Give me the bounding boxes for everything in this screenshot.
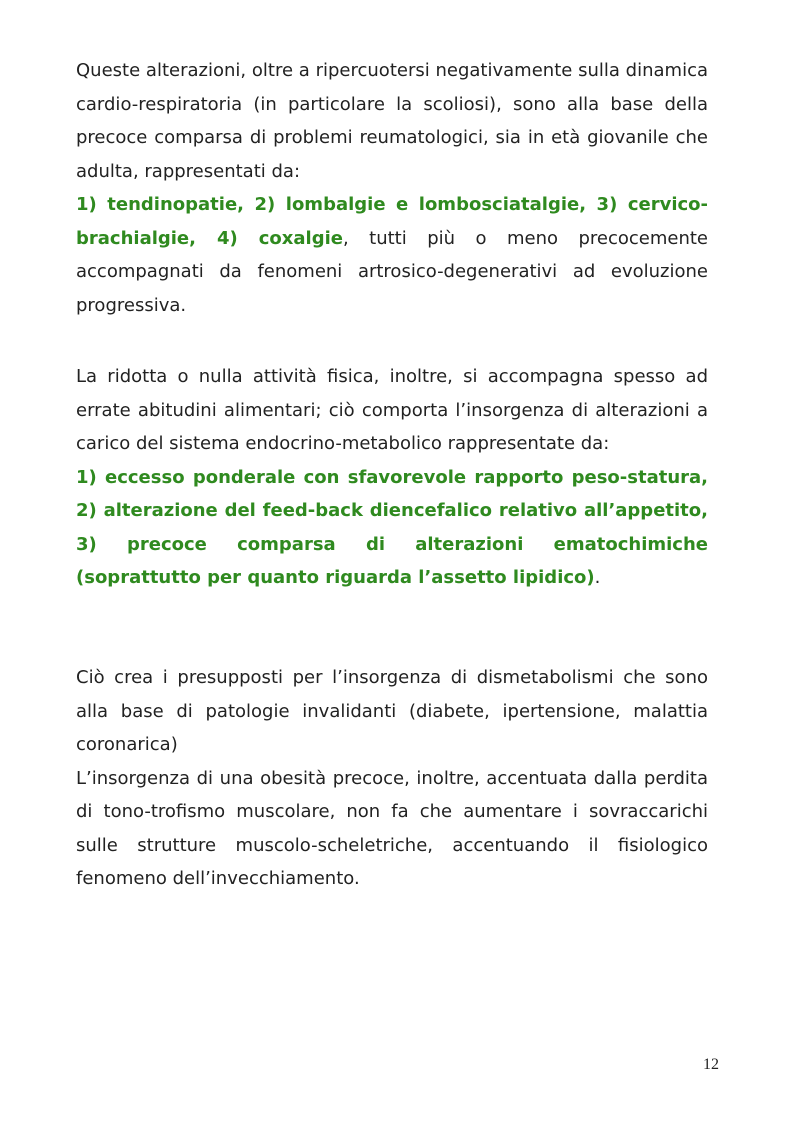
intro-text: La ridotta o nulla attività fisica, inoltre, si accompagna spesso ad errate abitudini alimentari; ciò comporta l’insorgenza di alterazioni a carico del sistema endocrino-metabolico rappresentate da:	[76, 366, 708, 454]
paragraph-text	[76, 360, 708, 595]
intro-text: Queste alterazioni, oltre a ripercuotersi negativamente sulla dinamica cardio-respiratoria (in particolare la scoliosi), sono alla base della precoce comparsa di problemi reumatologici, sia in età giovanile che adulta, rappresentati da:	[76, 60, 708, 182]
paragraph-rheumatologic-problems	[76, 54, 708, 322]
paragraph-dysmetabolism	[76, 661, 708, 896]
closing-text: .	[594, 567, 601, 588]
paragraph-text: L’insorgenza di una obesità precoce, inoltre, accentuata dalla perdita di tono-trofismo muscolare, non fa che aumentare i sovraccarichi sulle strutture muscolo-scheletriche, accentuando il fisiologico fenomeno dell’invecchiamento.	[76, 767, 708, 889]
highlighted-list: 1) tendinopatie, 2) lombalgie e lombosciatalgie, 3) cervico-brachialgie, 4) coxalgie	[76, 194, 708, 249]
page-number: 12	[703, 1056, 719, 1073]
paragraph-metabolic-alterations	[76, 360, 708, 595]
paragraph-text	[76, 54, 708, 322]
paragraph-text: Ciò crea i presupposti per l’insorgenza di dismetabolismi che sono alla base di patologie invalidanti (diabete, ipertensione, malattia coronarica)	[76, 667, 708, 755]
closing-text: , tutti più o meno precocemente accompagnati da fenomeni artrosico-degenerativi ad evoluzione progressiva.	[76, 227, 708, 316]
highlighted-list: 1) eccesso ponderale con sfavorevole rapporto peso-statura, 2) alterazione del feed-back diencefalico relativo all’appetito, 3) precoce comparsa di alterazioni ematochimiche (soprattutto per quanto riguarda l’assetto lipidico)	[76, 466, 708, 588]
